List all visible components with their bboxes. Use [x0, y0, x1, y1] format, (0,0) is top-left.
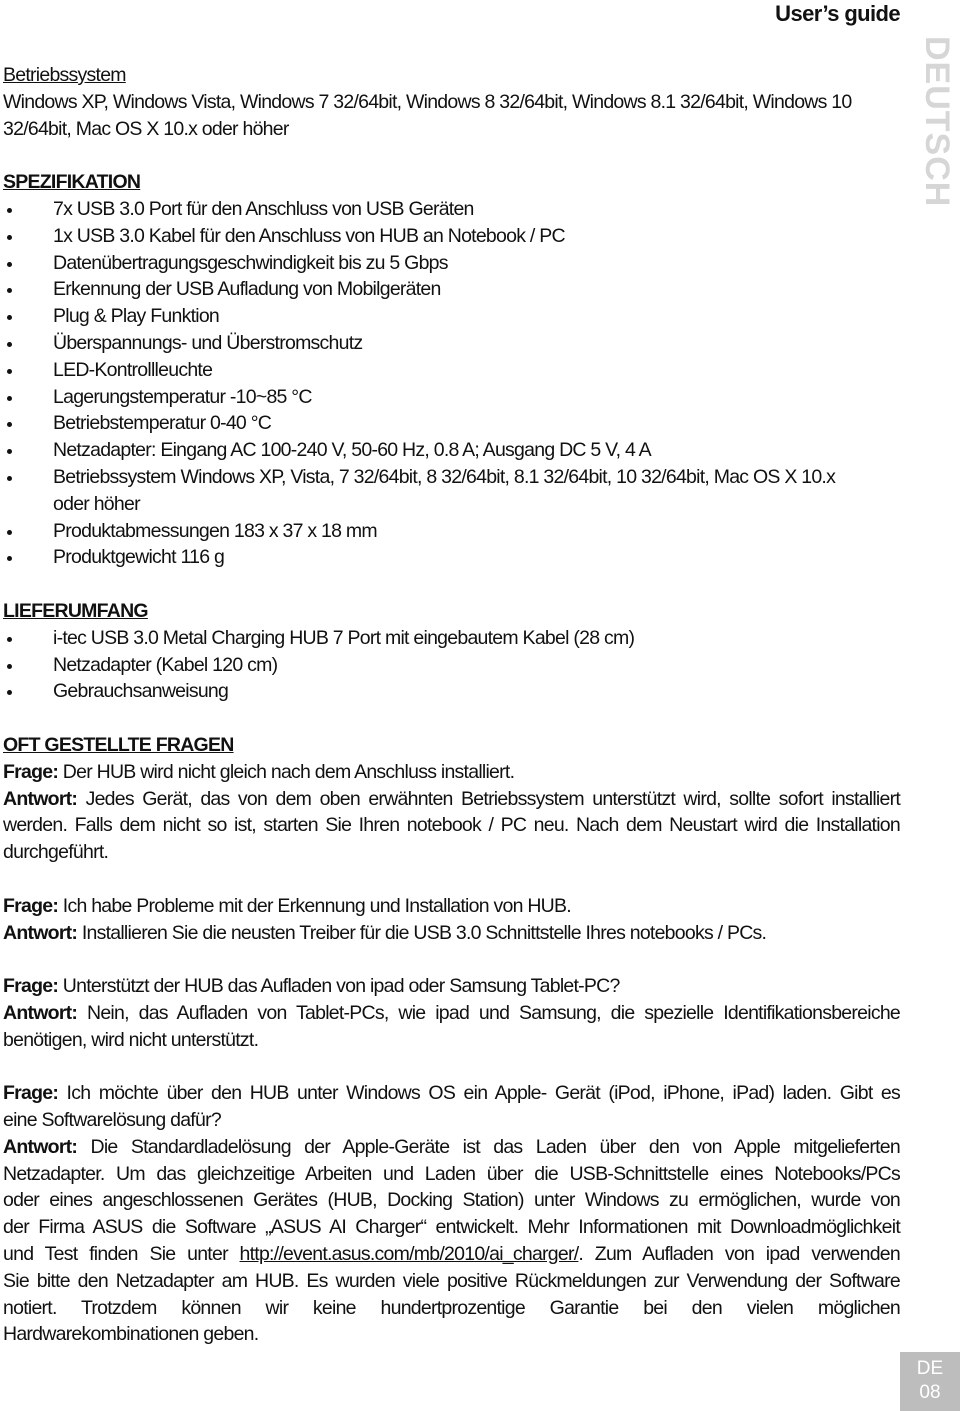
spec-item: 1x USB 3.0 Kabel für den Anschluss von HUB an Notebook / PC	[3, 223, 900, 250]
spec-item: Datenübertragungsgeschwindigkeit bis zu 5 Gbps	[3, 250, 900, 277]
page-language: DE	[916, 1358, 944, 1379]
faq-answer-line: notiert. Trotzdem können wir keine hundertprozentige Garantie bei den vielen möglichen	[3, 1296, 900, 1319]
package-item: Netzadapter (Kabel 120 cm)	[3, 652, 900, 679]
faq-answer: Antwort: Nein, das Aufladen von Tablet-PCs, wie ipad und Samsung, die spezielle Identifikationsbereiche	[3, 1001, 901, 1024]
os-heading: Betriebssystem	[3, 64, 126, 86]
page-header-title: User’s guide	[775, 1, 900, 26]
faq-answer-line: durchgeführt.	[3, 841, 109, 864]
faq-question: Frage: Ich möchte über den HUB unter Windows OS ein Apple- Gerät (iPod, iPhone, iPad) laden. Gibt es	[3, 1082, 900, 1105]
asus-ai-charger-link[interactable]: http://event.asus.com/mb/2010/ai_charger/	[239, 1243, 579, 1266]
spec-item: Betriebssystem Windows XP, Vista, 7 32/64bit, 8 32/64bit, 8.1 32/64bit, 10 32/64bit, Mac OS X 10.x	[3, 464, 900, 491]
faq-question: Frage: Der HUB wird nicht gleich nach dem Anschluss installiert.	[3, 760, 515, 783]
spec-item: Erkennung der USB Aufladung von Mobilgeräten	[3, 276, 900, 303]
faq-answer-line: Netzadapter. Um das gleichzeitige Arbeiten und Laden über die USB-Schnittstelle eines Notebooks/PCs	[3, 1162, 900, 1185]
package-heading: LIEFERUMFANG	[3, 599, 148, 622]
spec-item: Betriebstemperatur 0-40 °C	[3, 410, 900, 437]
faq-answer: Antwort: Installieren Sie die neusten Treiber für die USB 3.0 Schnittstelle Ihres notebooks / PCs.	[3, 921, 767, 944]
spec-heading: SPEZIFIKATION	[3, 171, 141, 194]
os-line: 32/64bit, Mac OS X 10.x oder höher	[3, 117, 289, 140]
package-item: i-tec USB 3.0 Metal Charging HUB 7 Port mit eingebautem Kabel (28 cm)	[3, 625, 900, 652]
spec-item: Netzadapter: Eingang AC 100-240 V, 50-60 Hz, 0.8 A; Ausgang DC 5 V, 4 A	[3, 437, 900, 464]
faq-answer-line: oder eines angeschlossenen Gerätes (HUB, Docking Station) unter Windows zu ermöglichen, wurde von	[3, 1189, 900, 1212]
package-item: Gebrauchsanweisung	[3, 678, 900, 705]
faq-question: Frage: Ich habe Probleme mit der Erkennung und Installation von HUB.	[3, 894, 571, 917]
os-line: Windows XP, Windows Vista, Windows 7 32/64bit, Windows 8 32/64bit, Windows 8.1 32/64bit, Windows 10	[3, 90, 852, 113]
document-body	[3, 62, 900, 1348]
faq-answer-line: der Firma ASUS die Software „ASUS AI Charger“ entwickelt. Mehr Informationen mit Downloadmöglichkeit	[3, 1216, 900, 1239]
faq-answer: Antwort: Jedes Gerät, das von dem oben erwähnten Betriebssystem unterstützt wird, sollte sofort installiert	[3, 787, 901, 810]
faq-answer-line: benötigen, wird nicht unterstützt.	[3, 1028, 259, 1051]
spec-item: Lagerungstemperatur -10~85 °C	[3, 384, 900, 411]
spec-item: LED-Kontrollleuchte	[3, 357, 900, 384]
page-number-badge	[900, 1352, 960, 1411]
spec-item: Produktgewicht 116 g	[3, 544, 900, 571]
spec-item: Überspannungs- und Überstromschutz	[3, 330, 900, 357]
faq-answer-line: Sie bitte den Netzadapter am HUB. Es wurden viele positive Rückmeldungen zur Verwendung der Software	[3, 1269, 900, 1292]
faq-answer-line: werden. Falls dem nicht so ist, starten Sie Ihren notebook / PC neu. Nach dem Neustart wird die Installation	[3, 814, 900, 837]
spec-item-continuation: oder höher	[53, 492, 140, 515]
faq-heading: OFT GESTELLTE FRAGEN	[3, 733, 234, 756]
spec-item: 7x USB 3.0 Port für den Anschluss von USB Geräten	[3, 196, 900, 223]
page-number: 08	[919, 1382, 941, 1403]
spec-item: Plug & Play Funktion	[3, 303, 900, 330]
spec-item: Produktabmessungen 183 x 37 x 18 mm	[3, 518, 900, 545]
faq-answer-line: Hardwarekombinationen geben.	[3, 1323, 259, 1346]
faq-question-line: eine Softwarelösung dafür?	[3, 1109, 221, 1132]
faq-answer: Antwort: Die Standardladelösung der Apple-Geräte ist das Laden über den von Apple mitgelieferten	[3, 1135, 900, 1158]
language-side-label: DEUTSCH	[918, 36, 956, 208]
faq-question: Frage: Unterstützt der HUB das Aufladen von ipad oder Samsung Tablet-PC?	[3, 975, 620, 998]
faq-answer-line: und Test finden Sie unter http://event.asus.com/mb/2010/ai_charger/. Zum Aufladen von ipad verwenden	[3, 1243, 900, 1266]
